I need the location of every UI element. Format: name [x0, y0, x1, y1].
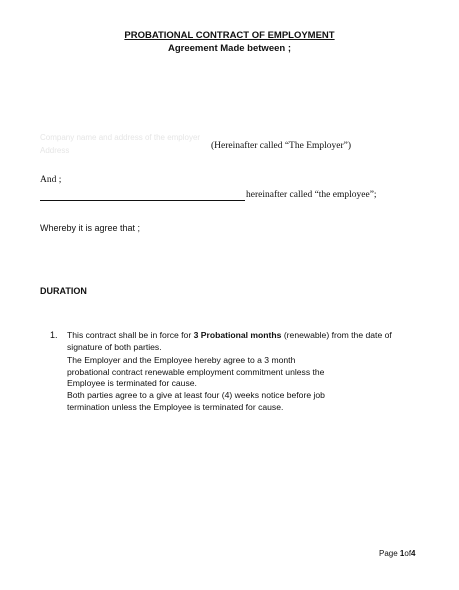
clause-1-text-end: (renewable) from the date of signature of both parties. — [67, 330, 392, 352]
employee-designation: hereinafter called “the employee”; — [246, 190, 377, 200]
document-subtitle: Agreement Made between ; — [168, 43, 291, 54]
page-label: Page — [379, 549, 398, 558]
duration-heading: DURATION — [40, 286, 87, 296]
employer-designation: (Hereinafter called “The Employer”) — [211, 141, 352, 151]
whereby-clause: Whereby it is agree that ; — [40, 223, 141, 233]
and-label: And ; — [40, 175, 62, 185]
document-title: PROBATIONAL CONTRACT OF EMPLOYMENT — [124, 30, 335, 41]
employer-faint-line-2: Address — [40, 146, 70, 155]
duration-clause-2: The Employer and the Employee hereby agree to a 3 month probational contract renewable employment commitment unless the Employee is terminated for cause. — [67, 355, 325, 389]
clause-1-text-start: This contract shall be in force for — [67, 330, 194, 340]
page-number — [379, 549, 416, 558]
duration-clause-1 — [67, 330, 411, 353]
page-of: of — [404, 549, 412, 558]
duration-clause-3: Both parties agree to a give at least four (4) weeks notice before job termination unless the Employee is terminated for cause. — [67, 390, 325, 412]
list-item-number: 1. — [50, 330, 58, 340]
page-total: 4 — [411, 549, 416, 558]
employer-faint-line-1: Company name and address of the employer — [40, 133, 201, 142]
clause-1-bold-term: 3 Probational months — [193, 330, 282, 340]
page-current: 1 — [399, 549, 405, 558]
employee-name-line — [40, 200, 245, 201]
